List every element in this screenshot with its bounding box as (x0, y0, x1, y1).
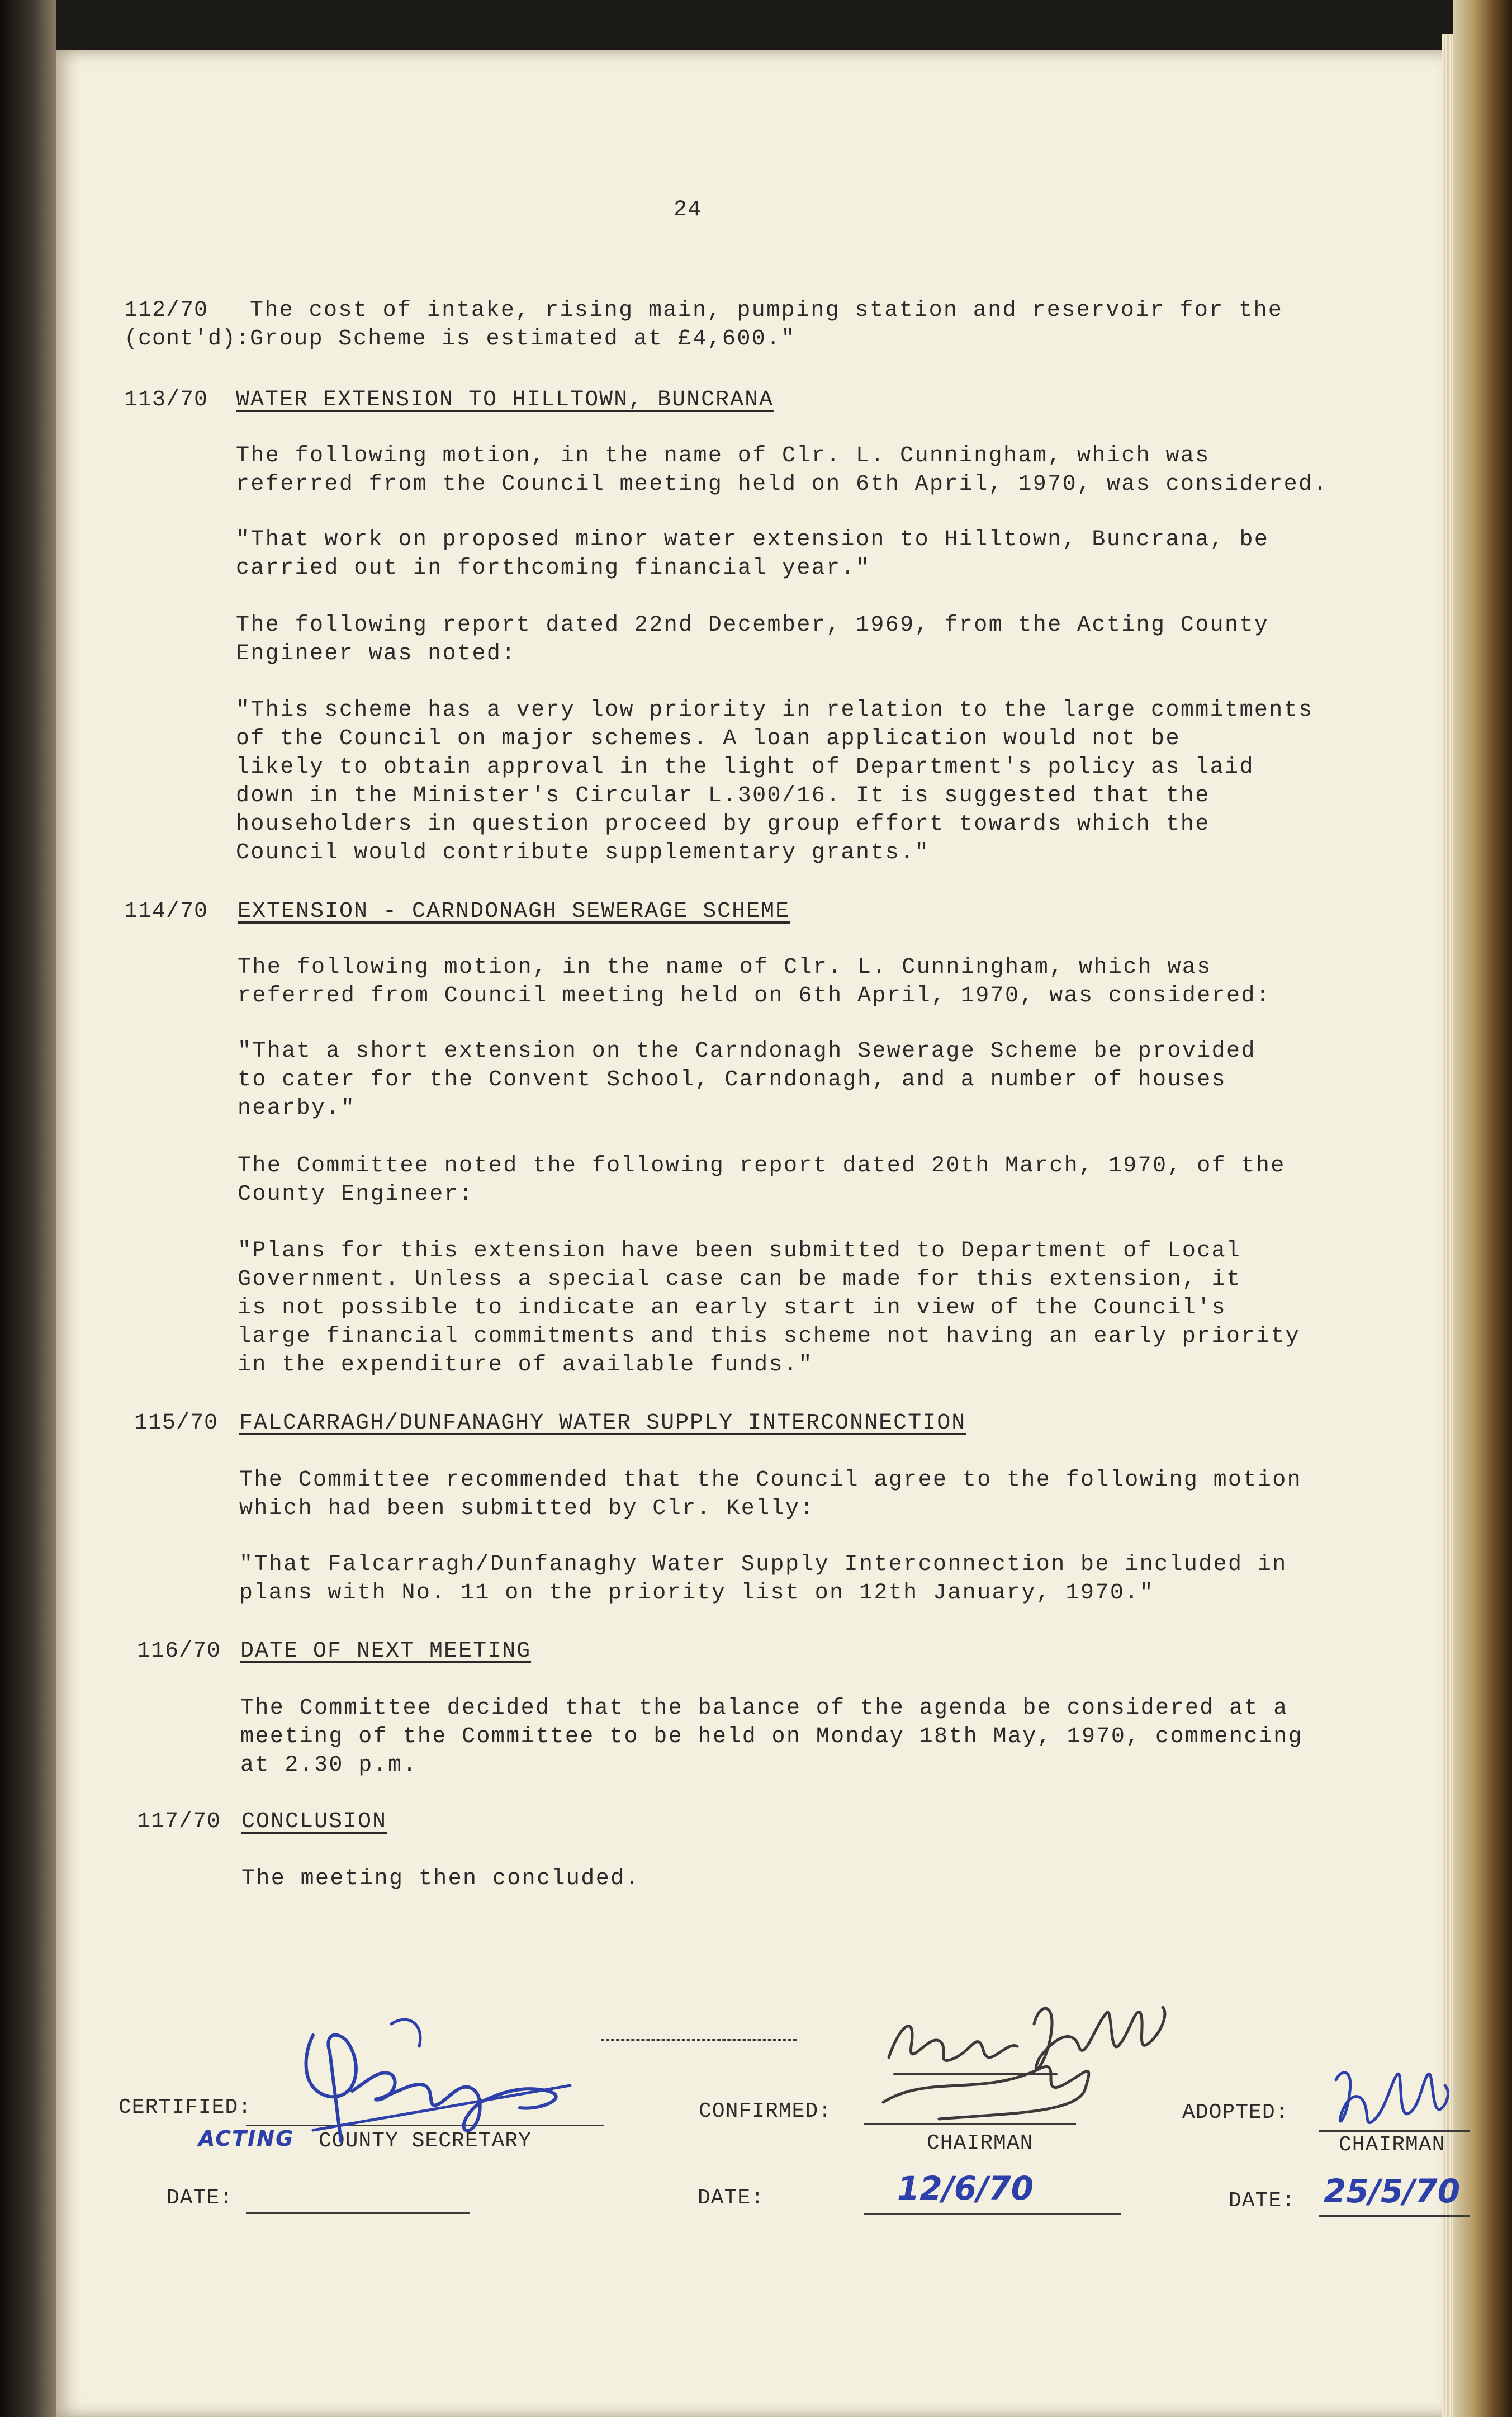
date-label-1: DATE: (167, 2186, 234, 2210)
item-113-para-1: The following motion, in the name of Clr. L. Cunningham, which was referred from the Council meeting held on 6th April, 1970, was considered. (236, 443, 1328, 497)
acting-handwritten: ACTING (198, 2126, 295, 2151)
date-label-3: DATE: (1229, 2189, 1296, 2213)
item-number-116: 116/70 (137, 1639, 221, 1664)
item-114-para-2: "That a short extension on the Carndonagh Sewerage Scheme be provided to cater for the Convent School, Carndonagh, and a number of houses nearby." (238, 1039, 1256, 1121)
chairman-signature-adopted (1325, 2057, 1453, 2141)
county-secretary-label: COUNTY SECRETARY (319, 2129, 532, 2153)
item-113-para-4: "This scheme has a very low priority in relation to the large commitments of the Council on major schemes. A loan application would not be likely to obtain approval in the light of Department's policy as laid down in the Minister's Circular L.300/16. It is suggested that the householders in question proceed by group effort towards which the Council would contribute supplementary grants." (236, 698, 1314, 865)
date-handwritten-2: 12/6/70 (897, 2169, 1034, 2207)
item-number-115: 115/70 (134, 1411, 219, 1436)
item-114-para-3: The Committee noted the following report dated 20th March, 1970, of the County Engineer: (238, 1153, 1286, 1207)
item-114-para-4: "Plans for this extension have been submitted to Department of Local Government. Unless a special case can be made for this extension, it is not possible to indicate an early start in view of the Council's large financial commitments and this scheme not having an early priority in the expenditure of available funds." (238, 1238, 1301, 1378)
item-113-para-3: The following report dated 22nd December, 1969, from the Acting County Engineer was noted: (236, 613, 1269, 666)
item-number-117: 117/70 (137, 1809, 221, 1834)
item-116-heading: DATE OF NEXT MEETING (240, 1639, 532, 1664)
scan-background-left (0, 0, 56, 2417)
item-number-113: 113/70 (124, 387, 208, 413)
certified-label: CERTIFIED: (119, 2096, 252, 2120)
item-112-para-1: The cost of intake, rising main, pumping station and reservoir for the Group Scheme is estimated at £4,600." (250, 298, 1283, 352)
item-115-para-1: The Committee recommended that the Council agree to the following motion which had been submitted by Clr. Kelly: (239, 1468, 1302, 1521)
book-binding (1453, 0, 1512, 2417)
item-117-heading: CONCLUSION (241, 1809, 387, 1834)
chairman-signature-confirmed (872, 1990, 1174, 2130)
item-114-para-1: The following motion, in the name of Clr. L. Cunningham, which was referred from Council meeting held on 6th April, 1970, was considered: (238, 955, 1271, 1009)
page-number: 24 (674, 197, 702, 223)
item-116-para-1: The Committee decided that the balance of the agenda be considered at a meeting of the Committee to be held on Monday 18th May, 1970, commencing at 2.30 p.m. (240, 1696, 1304, 1778)
date-line-1 (246, 2212, 470, 2214)
adopted-label: ADOPTED: (1182, 2101, 1289, 2125)
chairman-label-2: CHAIRMAN (1339, 2133, 1445, 2157)
item-113-heading: WATER EXTENSION TO HILLTOWN, BUNCRANA (236, 387, 774, 413)
item-number-112: 112/70 (cont'd): (124, 298, 250, 352)
item-number-114: 114/70 (124, 899, 208, 924)
confirmed-label: CONFIRMED: (699, 2099, 832, 2123)
chairman-label-1: CHAIRMAN (927, 2131, 1034, 2155)
item-115-heading: FALCARRAGH/DUNFANAGHY WATER SUPPLY INTERCONNECTION (239, 1411, 966, 1436)
item-113-para-2: "That work on proposed minor water extension to Hilltown, Buncrana, be carried out in forthcoming financial year." (236, 527, 1269, 581)
date-label-2: DATE: (698, 2186, 765, 2210)
secretary-signature (279, 2002, 637, 2147)
item-115-para-2: "That Falcarragh/Dunfanaghy Water Supply Interconnection be included in plans with No. 11 on the priority list on 12th January, 1970." (239, 1552, 1287, 1606)
date-line-2 (864, 2213, 1121, 2215)
item-117-para-1: The meeting then concluded. (241, 1866, 640, 1891)
date-line-3 (1319, 2215, 1470, 2217)
item-114-heading: EXTENSION - CARNDONAGH SEWERAGE SCHEME (238, 899, 790, 924)
date-handwritten-3: 25/5/70 (1324, 2172, 1461, 2210)
